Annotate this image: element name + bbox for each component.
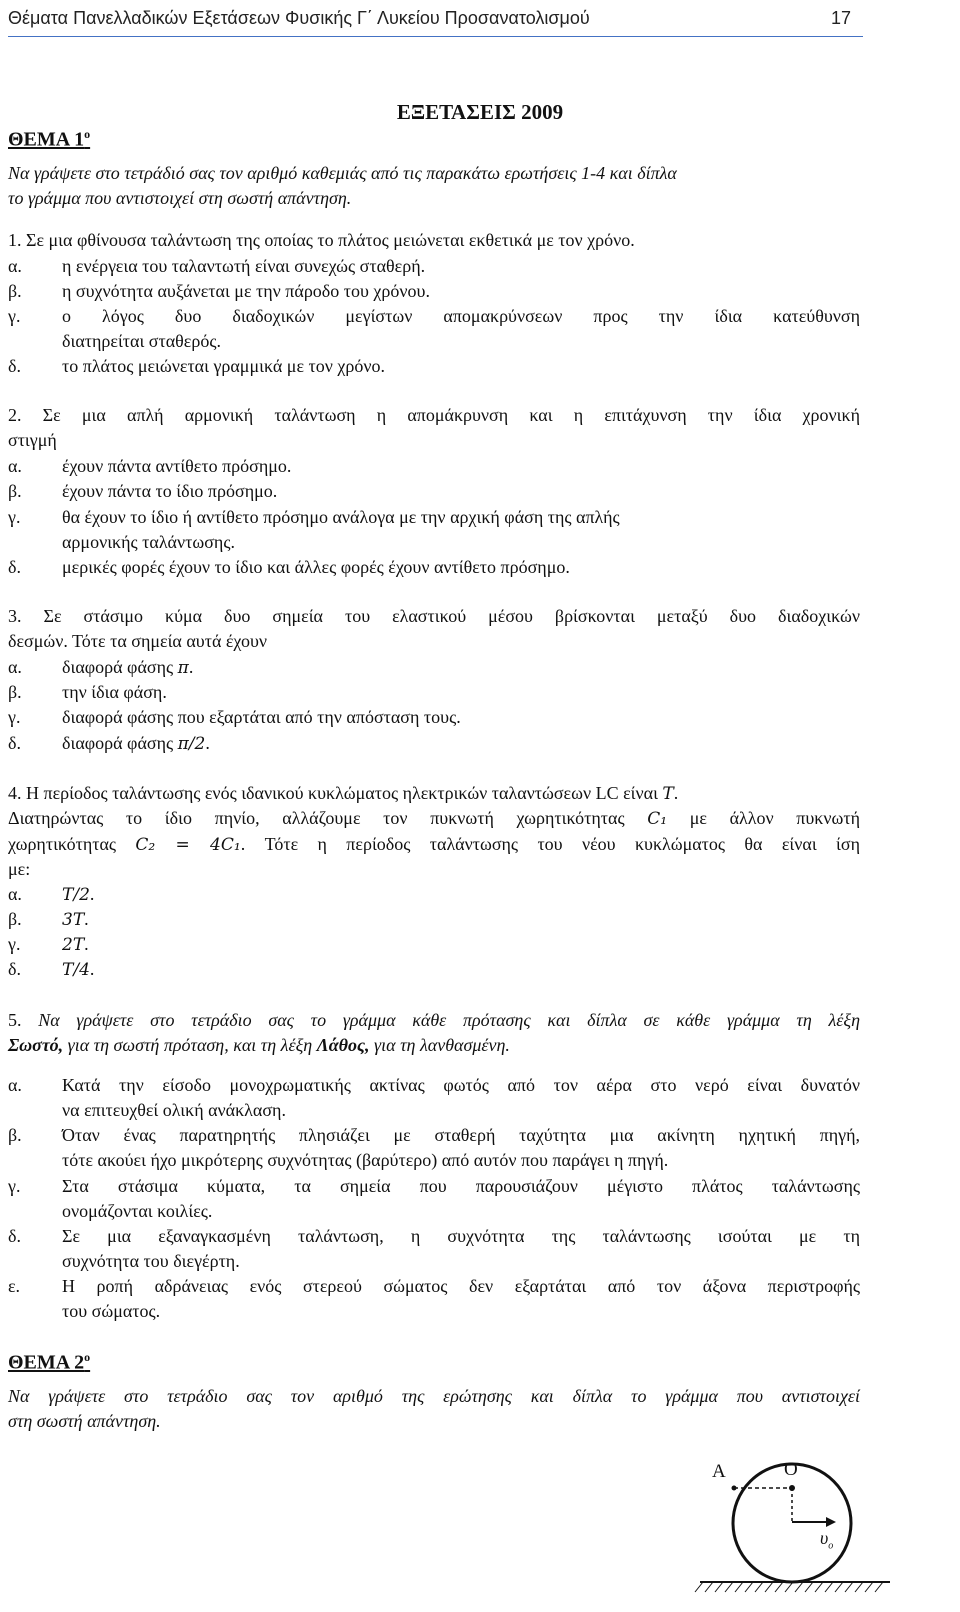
option-math: 3T [62, 910, 85, 930]
option-text: διαφορά φάσης [62, 733, 178, 753]
option-label: γ. [8, 707, 21, 727]
option-label: γ. [8, 934, 21, 954]
item-text: Κατά την είσοδο μονοχρωματικής ακτίνας φωτός από τον αέρα στο νερό είναι δυνατόν [62, 1075, 860, 1095]
header-title: Θέματα Πανελλαδικών Εξετάσεων Φυσικής Γ΄ Λυκείου Προσανατολισμού [8, 8, 590, 28]
option-label: δ. [8, 557, 21, 577]
disc [733, 1464, 851, 1582]
q1-stem: 1. Σε μια φθίνουσα ταλάντωση της οποίας το πλάτος μειώνεται εκθετικά με τον χρόνο. [8, 230, 635, 250]
option-text-cont: διατηρείται σταθερός. [62, 331, 221, 351]
q4-line2: Διατηρώντας το ίδιο πηνίο, αλλάζουμε τον πυκνωτή χωρητικότητας C₁ με άλλον πυκνωτή [8, 808, 860, 829]
thema1-heading: ΘΕΜΑ $1^o$ [8, 127, 91, 151]
radius-dashed-line [734, 1488, 792, 1522]
option-label: α. [8, 884, 22, 904]
option-text: ο λόγος δυο διαδοχικών μεγίστων απομακρύνσεων προς την ίδια κατεύθυνση [62, 306, 860, 326]
option-text: το πλάτος μειώνεται γραμμικά με τον χρόνο. [62, 356, 385, 376]
label-A: Α [712, 1461, 726, 1482]
option-text: θα έχουν το ίδιο ή αντίθετο πρόσημο ανάλογα με την αρχική φάση της απλής [62, 507, 620, 527]
option-text: η συχνότητα αυξάνεται με την πάροδο του χρόνου. [62, 281, 430, 301]
thema2-instructions-line1: Να γράψετε στο τετράδιο σας τον αριθμό της ερώτησης και δίπλα το γράμμα που αντιστοιχεί [8, 1386, 860, 1406]
thema1-instructions-line2: το γράμμα που αντιστοιχεί στη σωστή απάντηση. [8, 188, 352, 208]
option-text: έχουν πάντα αντίθετο πρόσημο. [62, 456, 292, 476]
item-text-cont: ονομάζονται κοιλίες. [62, 1201, 213, 1221]
option-label: α. [8, 456, 22, 476]
item-label: γ. [8, 1176, 21, 1196]
item-label: α. [8, 1075, 22, 1095]
option-text: η ενέργεια του ταλαντωτή είναι συνεχώς σταθερή. [62, 256, 426, 276]
page-number: 17 [830, 8, 851, 28]
option-label: δ. [8, 733, 21, 753]
thema1-instructions-line1: Να γράψετε στο τετράδιό σας τον αριθμό καθεμιάς από τις παρακάτω ερωτήσεις 1-4 και δίπλα [8, 163, 677, 183]
item-text-cont: τότε ακούει ήχο μικρότερης συχνότητας (βαρύτερο) από αυτόν που παράγει η πηγή. [62, 1150, 669, 1170]
option-text: διαφορά φάσης [62, 657, 178, 677]
option-label: β. [8, 281, 22, 301]
exam-title: ΕΞΕΤΑΣΕΙΣ 2009 [396, 100, 564, 124]
option-label: β. [8, 682, 22, 702]
option-math: T/4 [62, 960, 90, 980]
option-text: μερικές φορές έχουν το ίδιο και άλλες φορές έχουν αντίθετο πρόσημο. [62, 557, 570, 577]
q3-stem: 3. Σε στάσιμο κύμα δυο σημεία του ελαστικού μέσου βρίσκονται μεταξύ δυο διαδοχικών [8, 606, 860, 626]
center-point [732, 1485, 796, 1491]
item-text-cont: συχνότητα του διεγέρτη. [62, 1251, 240, 1271]
q4-line1: 4. Η περίοδος ταλάντωσης ενός ιδανικού κυκλώματος ηλεκτρικών ταλαντώσεων LC είναι T. [8, 783, 679, 804]
label-velocity: $\upsilon_o$ [820, 1528, 834, 1552]
option-label: δ. [8, 356, 21, 376]
item-label: δ. [8, 1226, 21, 1246]
label-O: Ο [784, 1459, 798, 1480]
option-text-cont: αρμονικής ταλάντωσης. [62, 532, 235, 552]
q2-stem-cont: στιγμή [8, 430, 57, 450]
option-math: π [177, 658, 189, 678]
q5-instructions-line1: 5. Να γράψετε στο τετράδιο σας το γράμμα κάθε πρότασης και δίπλα σε κάθε γράμμα τη λέξη [8, 1010, 860, 1030]
q2-stem: 2. Σε μια απλή αρμονική ταλάντωση η απομάκρυνση και η επιτάχυνση την ίδια χρονική [8, 405, 860, 425]
item-text: Σε μια εξαναγκασμένη ταλάντωση, η συχνότητα της ταλάντωσης ισούται με τη [62, 1226, 860, 1246]
option-label: β. [8, 481, 22, 501]
option-label: δ. [8, 959, 21, 979]
item-text-cont: του σώματος. [62, 1301, 161, 1321]
option-math: π/2 [177, 734, 206, 754]
item-text: Η ροπή αδράνειας ενός στερεού σώματος δεν εξαρτάται από τον άξονα περιστροφής [62, 1276, 860, 1296]
option-label: γ. [8, 306, 21, 326]
item-text: Όταν ένας παρατηρητής πλησιάζει με σταθερή ταχύτητα μια ακίνητη ηχητική πηγή, [62, 1125, 860, 1145]
thema2-heading: ΘΕΜΑ $2^o$ [8, 1350, 91, 1374]
q4-line4: με: [8, 859, 31, 879]
velocity-arrow [792, 1517, 836, 1527]
item-text: Στα στάσιμα κύματα, τα σημεία που παρουσιάζουν μέγιστο πλάτος ταλάντωσης [62, 1176, 860, 1196]
item-text-cont: να επιτευχθεί ολική ανάκλαση. [62, 1100, 286, 1120]
option-text: διαφορά φάσης που εξαρτάται από την απόσταση τους. [62, 707, 461, 727]
item-label: β. [8, 1125, 22, 1145]
thema2-instructions-line2: στη σωστή απάντηση. [8, 1411, 161, 1431]
option-label: α. [8, 256, 22, 276]
ground-hatching [695, 1582, 883, 1592]
option-text: την ίδια φάση. [62, 682, 167, 702]
option-text: έχουν πάντα το ίδιο πρόσημο. [62, 481, 278, 501]
q5-instructions-line2: Σωστό, για τη σωστή πρόταση, και τη λέξη Λάθος, για τη λανθασμένη. [8, 1035, 510, 1055]
option-math: 2T [62, 935, 85, 955]
option-label: α. [8, 657, 22, 677]
option-label: γ. [8, 507, 21, 527]
option-math: T/2 [62, 885, 90, 905]
page-header [8, 6, 863, 37]
item-label: ε. [8, 1276, 21, 1296]
option-label: β. [8, 909, 22, 929]
q4-line3: χωρητικότητας C₂ = 4C₁. Τότε η περίοδος ταλάντωσης του νέου κυκλώματος θα είναι ίση [8, 834, 861, 855]
q3-stem-cont: δεσμών. Τότε τα σημεία αυτά έχουν [8, 631, 268, 651]
